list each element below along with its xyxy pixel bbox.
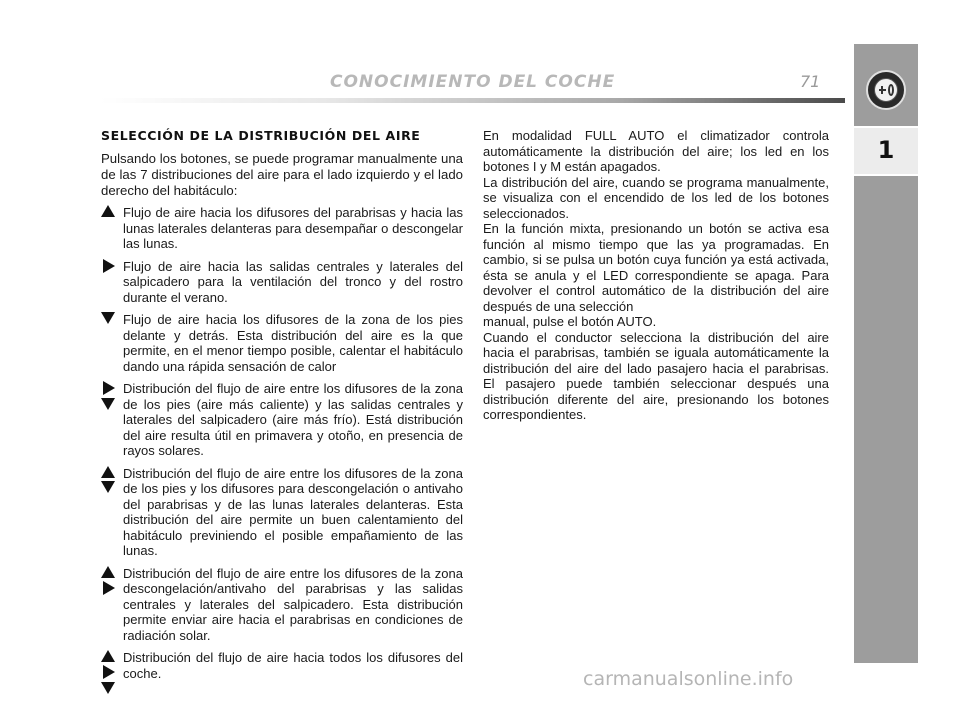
- alfa-romeo-logo-icon: [866, 70, 906, 110]
- option-text: Flujo de aire hacia los difusores del parabrisas y hacia las lunas laterales delanteras para desempañar o descongelar las lunas.: [123, 205, 463, 251]
- page-header-title: CONOCIMIENTO DEL COCHE: [330, 72, 616, 92]
- option-text: Flujo de aire hacia los difusores de la zona de los pies delante y detrás. Esta distribución del aire es la que permite, en el menor tiempo posible, calentar el habitáculo dando una rápida sensación de calor: [123, 312, 463, 374]
- option-text: Distribución del flujo de aire entre los difusores de la zona de los pies (aire más caliente) y las salidas centrales y laterales del salpicadero (aire más frío). Está distribución del aire resulta útil en primavera y otoño, en presencia de rayos solares.: [123, 381, 463, 458]
- distribution-option: [101, 205, 463, 252]
- right-paragraph: En modalidad FULL AUTO el climatizador controla automáticamente la distribución del aire; los led en los botones I y M están apagados. La distribución del aire, cuando se programa manualmente, se visualiza con el encendido de los led de los botones seleccionados. En la función mixta, presionando un botón se activa esa función al mismo tiempo que las ya programadas. En cambio, si se pulsa un botón cuya función ya está activada, ésta se anula y el LED correspondiente se apaga. Para devolver el control automático de la distribución del aire después de una selección manual, pulse el botón AUTO. Cuando el conductor selecciona la distribución del aire hacia el parabrisas, también se iguala automáticamente la distribución del aire del lado pasajero hacia el parabrisas. El pasajero puede también seleccionar después una distribución diferente del aire, presionando los botones correspondientes.: [483, 128, 829, 422]
- option-icons: [101, 566, 121, 598]
- logo-cross-stem: [881, 86, 883, 94]
- option-icons: [101, 259, 121, 276]
- header-divider: [100, 98, 845, 103]
- arrow-right-icon: [103, 259, 115, 273]
- distribution-options-list: [101, 205, 463, 681]
- arrow-up-icon: [101, 466, 115, 478]
- option-text: Distribución del flujo de aire entre los difusores de la zona de los pies y los difusores para descongelación o antivaho del parabrisas y de las lunas laterales delanteras. Esta distribución del aire permite un buen calentamiento del habitáculo previniendo el posible empañamiento de las lunas.: [123, 465, 463, 558]
- arrow-right-icon: [103, 581, 115, 595]
- page-number: 71: [800, 72, 821, 91]
- distribution-option: [101, 312, 463, 374]
- logo-serpent: [888, 84, 894, 96]
- arrow-up-icon: [101, 650, 115, 662]
- distribution-option: [101, 650, 463, 681]
- option-icons: [101, 466, 121, 496]
- option-icons: [101, 381, 121, 413]
- distribution-option: [101, 381, 463, 459]
- chapter-number[interactable]: 1: [854, 126, 918, 176]
- option-icons: [101, 205, 121, 220]
- intro-paragraph: Pulsando los botones, se puede programar manualmente una de las 7 distribuciones del aire para el lado izquierdo y el lado derecho del habitáculo:: [101, 151, 463, 198]
- arrow-down-icon: [101, 682, 115, 694]
- option-text: Flujo de aire hacia las salidas centrales y laterales del salpicadero para la ventilación del tronco y del rostro durante el verano.: [123, 258, 463, 305]
- distribution-option: [101, 566, 463, 644]
- logo-badge: [874, 78, 898, 102]
- option-text: Distribución del flujo de aire hacia todos los difusores del coche.: [123, 650, 463, 681]
- arrow-down-icon: [101, 312, 115, 324]
- right-column: [483, 128, 829, 423]
- arrow-right-icon: [103, 381, 115, 395]
- watermark[interactable]: carmanualsonline.info: [583, 668, 794, 690]
- arrow-down-icon: [101, 481, 115, 493]
- distribution-option: [101, 466, 463, 559]
- distribution-option: [101, 259, 463, 306]
- option-icons: [101, 312, 121, 327]
- arrow-up-icon: [101, 205, 115, 217]
- arrow-right-icon: [103, 665, 115, 679]
- section-title: SELECCIÓN DE LA DISTRIBUCIÓN DEL AIRE: [101, 128, 421, 143]
- option-icons: [101, 650, 121, 697]
- arrow-down-icon: [101, 398, 115, 410]
- arrow-up-icon: [101, 566, 115, 578]
- option-text: Distribución del flujo de aire entre los difusores de la zona descongelación/antivaho del parabrisas y las salidas centrales y laterales del salpicadero. Esta distribución permite enviar aire hacia el parabrisas en condiciones de radiación solar.: [123, 565, 463, 643]
- left-column: [101, 128, 463, 688]
